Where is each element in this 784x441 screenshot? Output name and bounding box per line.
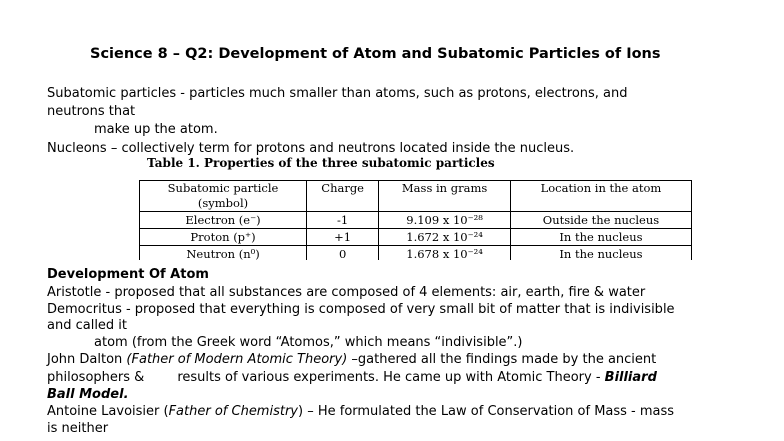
lavoisier-line1: Antoine Lavoisier (Father of Chemistry) – He formulated the Law of Conservation of Mass - mass [47,404,675,419]
page-title: Science 8 – Q2: Development of Atom and Subatomic Particles of Ions [90,46,661,62]
subatomic-particles-table [139,180,692,260]
table-cell: Electron (e⁻) [140,212,307,229]
table-cell: -1 [307,212,379,229]
dalton-line3: Ball Model. [47,387,129,402]
aristotle-line: Aristotle - proposed that all substances are composed of 4 elements: air, earth, fire & water [47,285,646,300]
table-cell: 0 [307,246,379,261]
table-row [140,229,692,246]
nucleons-definition: Nucleons – collectively term for protons and neutrons located inside the nucleus. [47,141,575,156]
table-cell: Neutron (n⁰) [140,246,307,261]
table-cell: 9.109 x 10⁻²⁸ [379,212,511,229]
table-cell: +1 [307,229,379,246]
table-cell: Outside the nucleus [510,212,691,229]
table-cell: 1.678 x 10⁻²⁴ [379,246,511,261]
table-cell: Proton (p⁺) [140,229,307,246]
section-heading-development: Development Of Atom [47,267,209,282]
table-header-location: Location in the atom [510,181,691,212]
table-header-mass: Mass in grams [379,181,511,212]
table-header-charge: Charge [307,181,379,212]
democritus-line2: and called it [47,318,128,333]
democritus-line1: Democritus - proposed that everything is composed of very small bit of matter that is indivisible [47,302,675,317]
dalton-line1: John Dalton (Father of Modern Atomic Theory) –gathered all the findings made by the ancient [47,352,657,367]
subatomic-definition-line2: neutrons that [47,104,136,119]
table-row [140,212,692,229]
subatomic-definition-line1: Subatomic particles - particles much smaller than atoms, such as protons, electrons, and [47,86,628,101]
table-cell: 1.672 x 10⁻²⁴ [379,229,511,246]
table-caption: Table 1. Properties of the three subatomic particles [147,156,495,170]
table-cell: In the nucleus [510,229,691,246]
democritus-line3: atom (from the Greek word “Atomos,” which means “indivisible”.) [94,335,523,350]
table-cell: In the nucleus [510,246,691,261]
table-row [140,246,692,261]
subatomic-definition-line3: make up the atom. [94,122,218,137]
dalton-line2: philosophers & results of various experiments. He came up with Atomic Theory - Billiard [47,370,657,385]
table-header-particle: Subatomic particle (symbol) [140,181,307,212]
lavoisier-line2: is neither [47,421,109,436]
